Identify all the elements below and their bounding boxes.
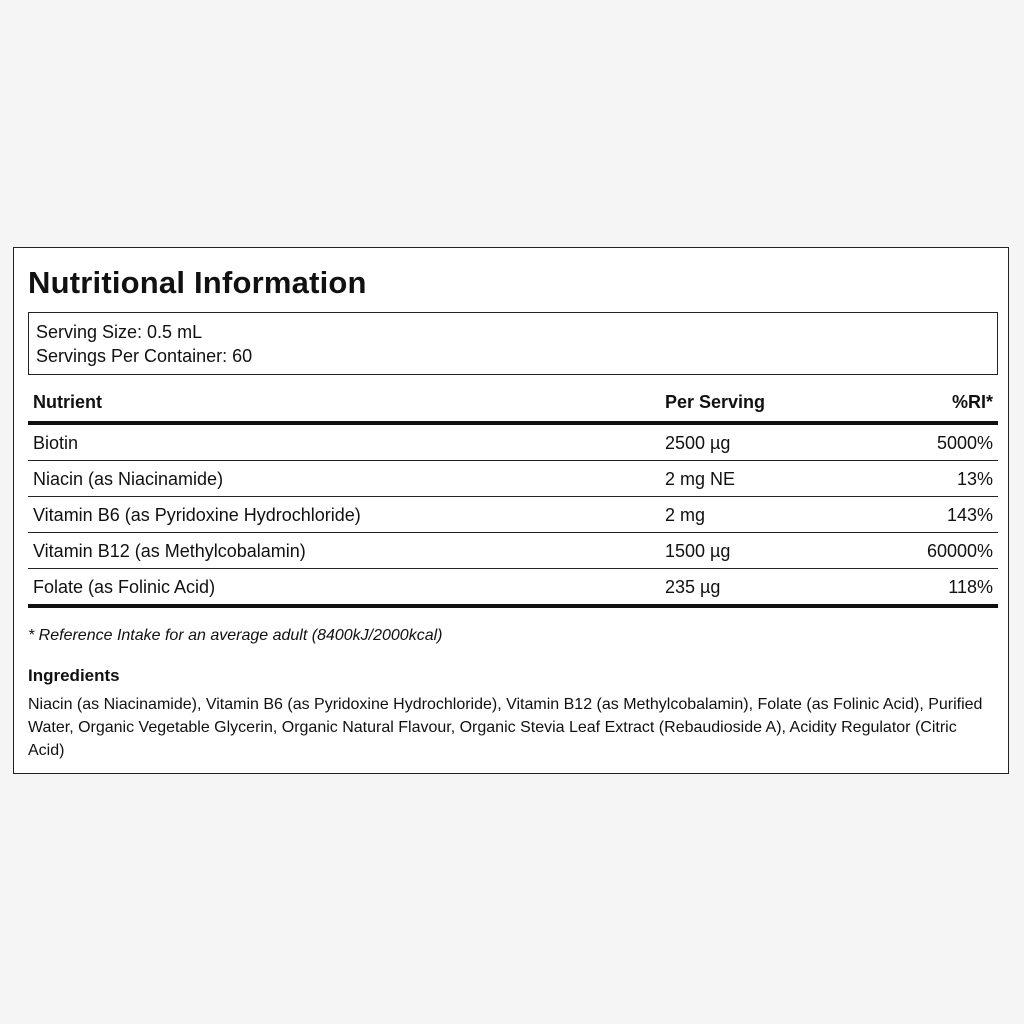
- ingredients-heading: Ingredients: [28, 666, 120, 685]
- ri-value: 5000%: [936, 433, 993, 453]
- servings-per-container: Servings Per Container: 60: [36, 346, 253, 366]
- per-serving-value: 2500 µg: [665, 433, 731, 453]
- nutrient-name: Vitamin B12 (as Methylcobalamin): [33, 541, 306, 561]
- per-serving-value: 235 µg: [665, 577, 721, 597]
- serving-size: Serving Size: 0.5 mL: [36, 322, 203, 342]
- panel-title: Nutritional Information: [28, 265, 367, 300]
- ri-value: 143%: [946, 505, 993, 525]
- ri-value: 60000%: [926, 541, 993, 561]
- nutrient-name: Biotin: [33, 433, 79, 453]
- table-row: [28, 533, 998, 569]
- reference-intake-footnote: * Reference Intake for an average adult (8400kJ/2000kcal): [28, 627, 443, 644]
- table-row: [28, 425, 998, 461]
- nutrition-panel: [13, 247, 1009, 774]
- nutrient-name: Niacin (as Niacinamide): [33, 469, 224, 489]
- table-row: [28, 497, 998, 533]
- ri-value: 118%: [948, 577, 993, 597]
- ri-value: 13%: [956, 469, 993, 489]
- nutrient-name: Vitamin B6 (as Pyridoxine Hydrochloride): [33, 505, 361, 525]
- per-serving-value: 2 mg NE: [665, 469, 736, 489]
- ingredients-text: Niacin (as Niacinamide), Vitamin B6 (as Pyridoxine Hydrochloride), Vitamin B12 (as Methylcobalamin), Folate (as Folinic Acid), Purified Water, Organic Vegetable Glycerin, Organic Natural Flavour, Organic Stevia Leaf Extract (Rebaudioside A), Acidity Regulator (Citric Acid): [28, 696, 983, 759]
- header-nutrient: Nutrient: [33, 392, 102, 412]
- table-row: [28, 569, 998, 608]
- per-serving-value: 2 mg: [665, 505, 706, 525]
- per-serving-value: 1500 µg: [665, 541, 731, 561]
- table-header: [28, 388, 998, 425]
- serving-info-box: [28, 312, 998, 375]
- table-row: [28, 461, 998, 497]
- header-ri: %RI*: [951, 392, 993, 412]
- nutrient-table: [28, 388, 998, 608]
- nutrient-name: Folate (as Folinic Acid): [33, 577, 216, 597]
- header-per-serving: Per Serving: [665, 392, 766, 412]
